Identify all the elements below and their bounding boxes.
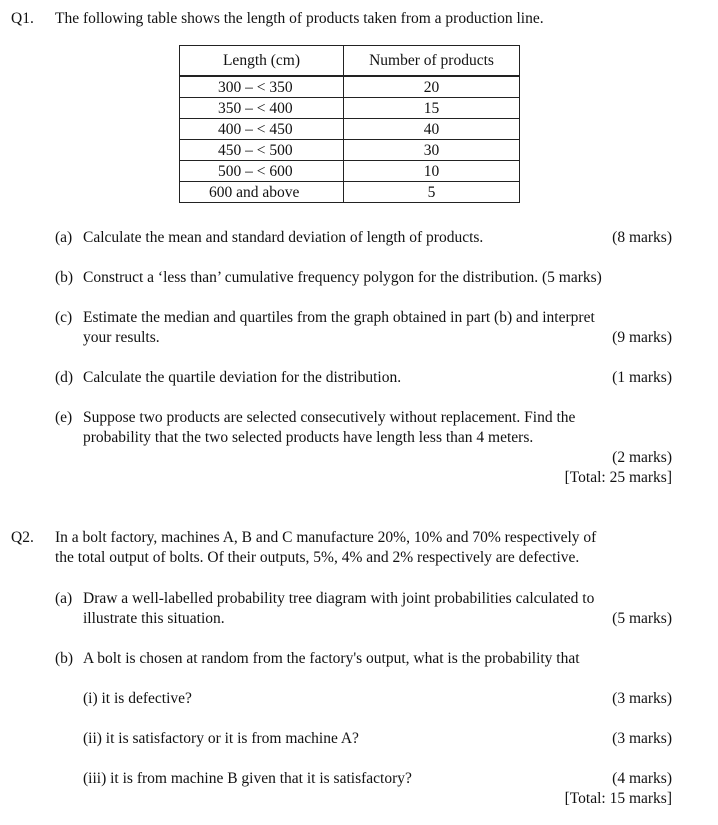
q2-subpart-ii: (ii) it is satisfactory or it is from machine A?: [83, 730, 359, 747]
cell-length: 500 – < 600: [180, 161, 344, 182]
q1-part-a-marks: (8 marks): [612, 229, 672, 246]
q2-part-a-text-2: illustrate this situation.: [83, 610, 225, 627]
q2-intro-1: In a bolt factory, machines A, B and C manufacture 20%, 10% and 70% respectively of: [55, 529, 597, 546]
table-row: [180, 140, 520, 161]
q1-part-c-text-1: Estimate the median and quartiles from the graph obtained in part (b) and interpret: [83, 309, 595, 326]
cell-length: 300 – < 350: [180, 76, 344, 98]
q1-part-d-label: (d): [55, 369, 74, 386]
cell-count: 40: [344, 119, 520, 140]
cell-length: 400 – < 450: [180, 119, 344, 140]
q2-part-b-text: A bolt is chosen at random from the factory's output, what is the probability that: [83, 650, 580, 667]
q1-part-c-text-2: your results.: [83, 329, 160, 346]
cell-count: 30: [344, 140, 520, 161]
table-row: [180, 161, 520, 182]
header-length: Length (cm): [180, 46, 344, 77]
q2-subpart-i: (i) it is defective?: [83, 690, 192, 707]
q2-subpart-iii-marks: (4 marks): [612, 770, 672, 787]
q1-part-e-text-1: Suppose two products are selected consecutively without replacement. Find the: [83, 409, 576, 426]
q1-part-c-marks: (9 marks): [612, 329, 672, 346]
q1-part-b-text: Construct a ‘less than’ cumulative frequency polygon for the distribution. (5 marks): [83, 269, 602, 286]
cell-length: 350 – < 400: [180, 98, 344, 119]
q2-total: [Total: 15 marks]: [564, 790, 672, 807]
q1-part-e-label: (e): [55, 409, 73, 426]
q1-part-c-label: (c): [55, 309, 73, 326]
q2-part-b-label: (b): [55, 650, 74, 667]
q2-intro-2: the total output of bolts. Of their outputs, 5%, 4% and 2% respectively are defective.: [55, 549, 580, 566]
q1-part-b-label: (b): [55, 269, 74, 286]
length-table: [179, 45, 520, 203]
q1-part-d-text: Calculate the quartile deviation for the distribution.: [83, 369, 402, 386]
q1-number: Q1.: [11, 10, 34, 27]
cell-length: 450 – < 500: [180, 140, 344, 161]
q2-part-a-label: (a): [55, 590, 73, 607]
cell-length: 600 and above: [180, 182, 344, 203]
cell-count: 10: [344, 161, 520, 182]
table-header-row: [180, 46, 520, 77]
cell-count: 5: [344, 182, 520, 203]
q2-number: Q2.: [11, 529, 34, 546]
cell-count: 15: [344, 98, 520, 119]
table-row: [180, 98, 520, 119]
table-row: [180, 119, 520, 140]
q2-subpart-i-marks: (3 marks): [612, 690, 672, 707]
q1-part-a-text: Calculate the mean and standard deviation of length of products.: [83, 229, 484, 246]
table-row: [180, 182, 520, 203]
q1-part-e-text-2: probability that the two selected products have length less than 4 meters.: [83, 429, 534, 446]
q2-subpart-ii-marks: (3 marks): [612, 730, 672, 747]
q2-part-a-marks: (5 marks): [612, 610, 672, 627]
q2-part-a-text-1: Draw a well-labelled probability tree diagram with joint probabilities calculated to: [83, 590, 595, 607]
q1-part-d-marks: (1 marks): [612, 369, 672, 386]
cell-count: 20: [344, 76, 520, 98]
q1-total: [Total: 25 marks]: [564, 469, 672, 486]
q1-part-e-marks: (2 marks): [612, 449, 672, 466]
q2-subpart-iii: (iii) it is from machine B given that it is satisfactory?: [83, 770, 412, 787]
q1-part-a-label: (a): [55, 229, 73, 246]
table-row: [180, 76, 520, 98]
header-count: Number of products: [344, 46, 520, 77]
q1-intro: The following table shows the length of products taken from a production line.: [55, 10, 544, 27]
